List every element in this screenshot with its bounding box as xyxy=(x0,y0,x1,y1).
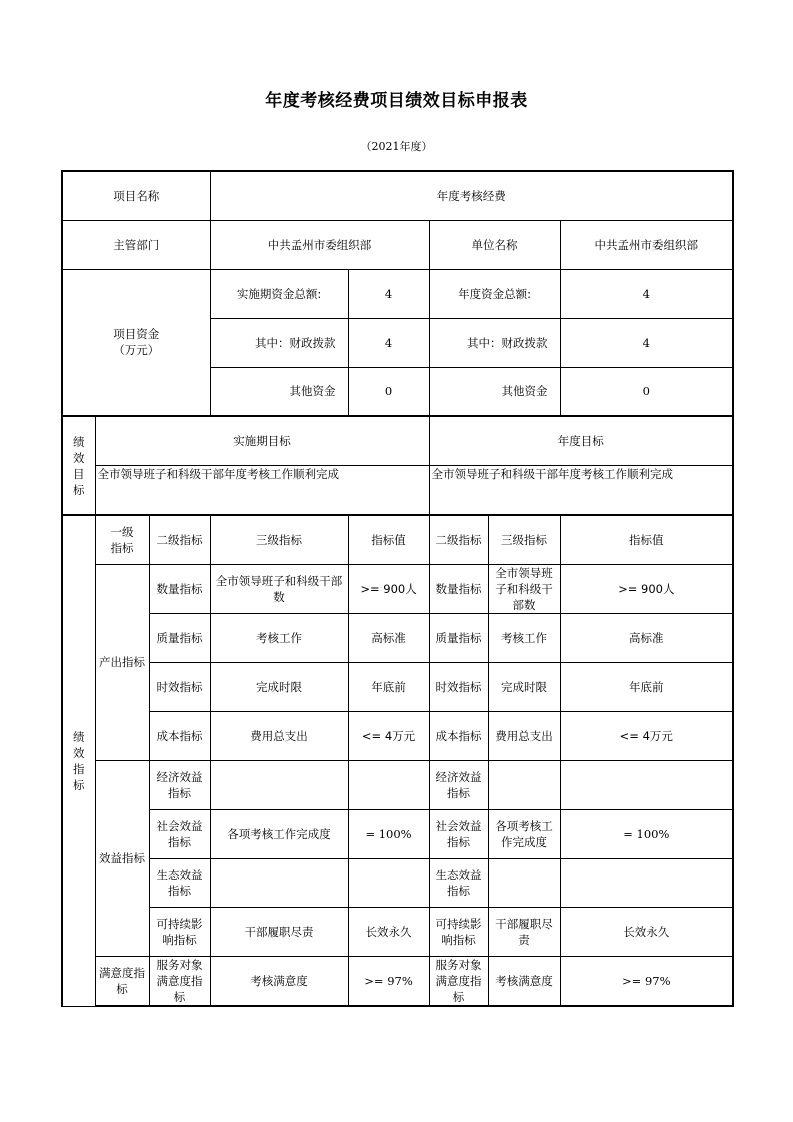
impl-other-value: 0 xyxy=(348,367,429,416)
funds-label-line2: （万元） xyxy=(113,343,160,358)
social-value-year: = 100% xyxy=(560,809,733,858)
project-name-label: 项目名称 xyxy=(62,171,210,220)
satisfaction-l3-impl: 考核满意度 xyxy=(210,956,348,1006)
impl-goal-text: 全市领导班子和科级干部年度考核工作顺利完成 xyxy=(95,465,429,515)
quality-value-impl: 高标准 xyxy=(348,613,429,662)
satisfaction-l3-year: 考核满意度 xyxy=(488,956,560,1006)
timeliness-value-year: 年底前 xyxy=(560,662,733,711)
quality-l3-impl: 考核工作 xyxy=(210,613,348,662)
level2-header-year: 二级指标 xyxy=(429,515,488,564)
sustainable-value-year: 长效永久 xyxy=(560,907,733,956)
ecological-value-year xyxy=(560,858,733,907)
year-subtitle: （2021年度） xyxy=(360,140,433,153)
dept-value: 中共孟州市委组织部 xyxy=(210,220,429,269)
quality-l3-year: 考核工作 xyxy=(488,613,560,662)
project-name-value: 年度考核经费 xyxy=(210,171,733,220)
page-title: 年度考核经费项目绩效目标申报表 xyxy=(265,91,528,111)
cost-value-year: <= 4万元 xyxy=(560,711,733,760)
satisfaction-l2-impl: 服务对象 满意度指 标 xyxy=(149,956,210,1006)
quality-value-year: 高标准 xyxy=(560,613,733,662)
value-header-impl: 指标值 xyxy=(348,515,429,564)
cost-value-impl: <= 4万元 xyxy=(348,711,429,760)
sustainable-value-impl: 长效永久 xyxy=(348,907,429,956)
quality-l2-impl: 质量指标 xyxy=(149,613,210,662)
level2-header-impl: 二级指标 xyxy=(149,515,210,564)
economic-l3-year xyxy=(488,760,560,809)
impl-total-value: 4 xyxy=(348,269,429,318)
impl-other-label: 其他资金 xyxy=(210,367,348,416)
impl-fiscal-label: 其中：财政拨款 xyxy=(210,318,348,367)
benefit-indicator-label: 效益指标 xyxy=(95,760,149,956)
perf-indicator-label: 绩 效 指 标 xyxy=(62,515,95,1006)
year-other-value: 0 xyxy=(560,367,733,416)
year-fiscal-value: 4 xyxy=(560,318,733,367)
cost-l2-year: 成本指标 xyxy=(429,711,488,760)
output-indicator-label: 产出指标 xyxy=(95,564,149,760)
quantity-l3-year: 全市领导班子和科级干部数 xyxy=(488,564,560,613)
economic-l2-year: 经济效益 指标 xyxy=(429,760,488,809)
timeliness-l3-impl: 完成时限 xyxy=(210,662,348,711)
quality-l2-year: 质量指标 xyxy=(429,613,488,662)
ecological-l3-year xyxy=(488,858,560,907)
ecological-l2-year: 生态效益 指标 xyxy=(429,858,488,907)
year-other-label: 其他资金 xyxy=(429,367,560,416)
level3-header-year: 三级指标 xyxy=(488,515,560,564)
timeliness-l2-impl: 时效指标 xyxy=(149,662,210,711)
sustainable-l2-year: 可持续影 响指标 xyxy=(429,907,488,956)
ecological-l3-impl xyxy=(210,858,348,907)
social-value-impl: = 100% xyxy=(348,809,429,858)
satisfaction-indicator-label: 满意度指 标 xyxy=(95,956,149,1006)
quantity-l2-year: 数量指标 xyxy=(429,564,488,613)
sustainable-l3-impl: 干部履职尽责 xyxy=(210,907,348,956)
satisfaction-value-year: >= 97% xyxy=(560,956,733,1006)
timeliness-l2-year: 时效指标 xyxy=(429,662,488,711)
social-l2-year: 社会效益 指标 xyxy=(429,809,488,858)
funds-label xyxy=(62,269,210,416)
timeliness-value-impl: 年底前 xyxy=(348,662,429,711)
cost-l3-impl: 费用总支出 xyxy=(210,711,348,760)
year-fiscal-label: 其中：财政拨款 xyxy=(429,318,560,367)
funds-label-line1: 项目资金 xyxy=(113,327,160,342)
economic-l2-impl: 经济效益 指标 xyxy=(149,760,210,809)
performance-goal-table xyxy=(61,170,734,1007)
economic-l3-impl xyxy=(210,760,348,809)
impl-total-label: 实施期资金总额: xyxy=(210,269,348,318)
year-goal-text: 全市领导班子和科级干部年度考核工作顺利完成 xyxy=(429,465,733,515)
table-row: 数量指标 xyxy=(149,564,210,613)
ecological-l2-impl: 生态效益 指标 xyxy=(149,858,210,907)
unit-label: 单位名称 xyxy=(429,220,560,269)
cost-l3-year: 费用总支出 xyxy=(488,711,560,760)
social-l3-year: 各项考核工作完成度 xyxy=(488,809,560,858)
satisfaction-l2-year: 服务对象 满意度指 标 xyxy=(429,956,488,1006)
sustainable-l2-impl: 可持续影 响指标 xyxy=(149,907,210,956)
social-l2-impl: 社会效益 指标 xyxy=(149,809,210,858)
unit-value: 中共孟州市委组织部 xyxy=(560,220,733,269)
impl-goal-header: 实施期目标 xyxy=(95,416,429,465)
economic-value-impl xyxy=(348,760,429,809)
perf-goal-label: 绩 效 目 标 xyxy=(62,416,95,515)
impl-fiscal-value: 4 xyxy=(348,318,429,367)
level1-header: 一级 指标 xyxy=(95,515,149,564)
quantity-value-year: >= 900人 xyxy=(560,564,733,613)
sustainable-l3-year: 干部履职尽责 xyxy=(488,907,560,956)
value-header-year: 指标值 xyxy=(560,515,733,564)
year-goal-header: 年度目标 xyxy=(429,416,733,465)
satisfaction-value-impl: >= 97% xyxy=(348,956,429,1006)
quantity-value-impl: >= 900人 xyxy=(348,564,429,613)
level3-header-impl: 三级指标 xyxy=(210,515,348,564)
economic-value-year xyxy=(560,760,733,809)
timeliness-l3-year: 完成时限 xyxy=(488,662,560,711)
ecological-value-impl xyxy=(348,858,429,907)
social-l3-impl: 各项考核工作完成度 xyxy=(210,809,348,858)
year-total-label: 年度资金总额: xyxy=(429,269,560,318)
cost-l2-impl: 成本指标 xyxy=(149,711,210,760)
quantity-l3-impl: 全市领导班子和科级干部 数 xyxy=(210,564,348,613)
dept-label: 主管部门 xyxy=(62,220,210,269)
year-total-value: 4 xyxy=(560,269,733,318)
